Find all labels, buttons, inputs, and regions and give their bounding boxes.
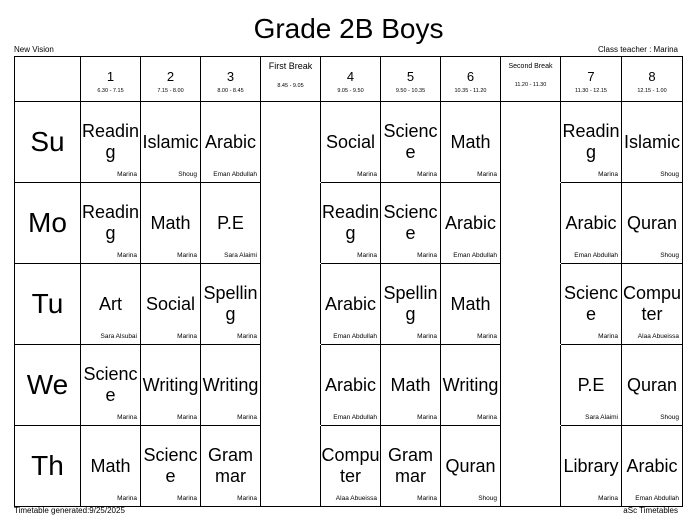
period-number: 4 [346, 68, 355, 84]
break-cell [261, 183, 321, 264]
lesson-teacher: Alaa Abueissa [637, 333, 679, 340]
day-label: Tu [15, 264, 81, 345]
lesson-subject: Math [450, 131, 491, 152]
lesson-subject: P.E [577, 374, 605, 395]
lesson-teacher: Marina [117, 252, 137, 259]
lesson-cell [441, 102, 501, 183]
period-time: 9.50 - 10.35 [395, 87, 426, 94]
period-header [201, 57, 261, 102]
lesson-teacher: Sara Alaimi [224, 252, 257, 259]
lesson-subject: Math [450, 293, 491, 314]
lesson-teacher: Sara Alaimi [585, 414, 618, 421]
lesson-teacher: Marina [417, 495, 437, 502]
lesson-teacher: Marina [417, 171, 437, 178]
lesson-subject: Islamic [142, 131, 199, 152]
school-name: New Vision [14, 45, 54, 54]
lesson-cell [381, 102, 441, 183]
lesson-cell [441, 183, 501, 264]
lesson-teacher: Eman Abdullah [333, 333, 377, 340]
lesson-teacher: Eman Abdullah [574, 252, 618, 259]
period-number: 8 [648, 68, 656, 84]
lesson-teacher: Marina [477, 414, 497, 421]
lesson-cell [441, 426, 501, 507]
lesson-cell [141, 345, 201, 426]
lesson-subject: Writing [442, 374, 499, 395]
lesson-cell [141, 264, 201, 345]
lesson-teacher: Eman Abdullah [635, 495, 679, 502]
lesson-cell [201, 102, 261, 183]
break-cell [261, 426, 321, 507]
lesson-cell [441, 345, 501, 426]
lesson-teacher: Shoug [478, 495, 497, 502]
break-time: 8.45 - 9.05 [277, 83, 304, 89]
lesson-teacher: Marina [417, 333, 437, 340]
lesson-cell [201, 264, 261, 345]
lesson-cell [622, 426, 683, 507]
lesson-cell [622, 183, 683, 264]
generated-date: Timetable generated:9/25/2025 [14, 506, 125, 515]
lesson-subject: Reading [81, 121, 140, 162]
period-time: 8.00 - 8.45 [217, 87, 244, 94]
period-header [141, 57, 201, 102]
lesson-teacher: Marina [237, 414, 257, 421]
lesson-teacher: Sara Alsubai [100, 333, 137, 340]
day-row [15, 264, 683, 345]
day-label: Th [15, 426, 81, 507]
lesson-cell [622, 345, 683, 426]
class-teacher: Class teacher : Marina [597, 45, 678, 54]
period-header [81, 57, 141, 102]
lesson-subject: Math [150, 212, 191, 233]
lesson-subject: Arabic [204, 131, 257, 152]
lesson-subject: P.E [217, 212, 244, 233]
lesson-cell [141, 183, 201, 264]
app-credit: aSc Timetables [623, 506, 678, 515]
lesson-subject: Science [563, 283, 619, 324]
lesson-teacher: Marina [598, 333, 618, 340]
lesson-cell [321, 345, 381, 426]
day-row [15, 345, 683, 426]
lesson-cell [561, 426, 622, 507]
break-label: Second Break [508, 62, 553, 70]
lesson-subject: Reading [81, 202, 140, 243]
lesson-cell [441, 264, 501, 345]
lesson-teacher: Eman Abdullah [213, 171, 257, 178]
lesson-cell [321, 426, 381, 507]
break-cell [261, 264, 321, 345]
lesson-subject: Art [98, 293, 122, 314]
lesson-cell [81, 102, 141, 183]
lesson-cell [381, 264, 441, 345]
lesson-subject: Math [90, 455, 131, 476]
lesson-cell [201, 183, 261, 264]
lesson-subject: Computer [321, 445, 380, 486]
day-label: Mo [15, 183, 81, 264]
day-row [15, 183, 683, 264]
lesson-teacher: Marina [237, 333, 257, 340]
lesson-cell [381, 345, 441, 426]
lesson-teacher: Marina [598, 171, 618, 178]
period-header [321, 57, 381, 102]
lesson-teacher: Marina [117, 171, 137, 178]
lesson-subject: Quran [445, 455, 496, 476]
break-cell [501, 264, 561, 345]
lesson-cell [561, 102, 622, 183]
lesson-cell [81, 345, 141, 426]
period-number: 7 [587, 68, 595, 84]
lesson-subject: Library [563, 455, 619, 476]
lesson-cell [381, 426, 441, 507]
lesson-subject: Writing [142, 374, 199, 395]
lesson-subject: Reading [562, 121, 620, 162]
break-header [261, 57, 321, 102]
lesson-cell [561, 183, 622, 264]
break-header [501, 57, 561, 102]
period-time: 7.15 - 8.00 [157, 87, 184, 94]
lesson-cell [201, 345, 261, 426]
lesson-subject: Islamic [623, 131, 680, 152]
period-number: 3 [226, 68, 235, 84]
lesson-cell [141, 102, 201, 183]
lesson-subject: Science [143, 445, 198, 486]
lesson-cell [321, 264, 381, 345]
lesson-cell [321, 183, 381, 264]
lesson-teacher: Marina [177, 414, 197, 421]
period-time: 12.15 - 1.00 [637, 87, 667, 94]
period-number: 2 [166, 68, 175, 84]
lesson-cell [381, 183, 441, 264]
lesson-subject: Grammar [208, 445, 253, 486]
break-cell [501, 183, 561, 264]
lesson-teacher: Alaa Abueissa [335, 495, 377, 502]
corner-cell [15, 57, 81, 102]
lesson-cell [561, 345, 622, 426]
break-cell [501, 345, 561, 426]
lesson-subject: Science [83, 364, 138, 405]
break-time: 11.20 - 11.30 [514, 81, 547, 88]
lesson-subject: Quran [626, 374, 678, 395]
break-label: First Break [268, 61, 313, 71]
lesson-teacher: Eman Abdullah [453, 252, 497, 259]
lesson-subject: Social [145, 293, 196, 314]
lesson-teacher: Shoug [178, 171, 197, 178]
lesson-teacher: Shoug [660, 414, 679, 421]
day-row [15, 426, 683, 507]
lesson-teacher: Marina [117, 495, 137, 502]
lesson-subject: Spelling [383, 283, 438, 324]
lesson-subject: Math [390, 374, 431, 395]
break-cell [261, 102, 321, 183]
period-time: 11.30 - 12.15 [574, 87, 607, 94]
period-header-row [15, 57, 683, 102]
day-label: We [15, 345, 81, 426]
lesson-teacher: Marina [357, 171, 377, 178]
lesson-subject: Arabic [626, 455, 678, 476]
lesson-cell [81, 426, 141, 507]
period-header [561, 57, 622, 102]
period-header [381, 57, 441, 102]
lesson-subject: Arabic [565, 212, 617, 233]
period-time: 9.05 - 9.50 [337, 87, 364, 94]
lesson-teacher: Shoug [660, 252, 679, 259]
period-number: 1 [106, 68, 115, 84]
lesson-subject: Reading [321, 202, 380, 243]
lesson-cell [81, 264, 141, 345]
lesson-subject: Science [383, 202, 438, 243]
lesson-subject: Arabic [444, 212, 497, 233]
period-header [622, 57, 683, 102]
lesson-cell [321, 102, 381, 183]
lesson-teacher: Marina [117, 414, 137, 421]
lesson-subject: Arabic [324, 293, 377, 314]
lesson-subject: Spelling [203, 283, 258, 324]
lesson-cell [622, 264, 683, 345]
lesson-teacher: Marina [477, 171, 497, 178]
break-cell [501, 102, 561, 183]
lesson-cell [622, 102, 683, 183]
lesson-teacher: Marina [417, 414, 437, 421]
period-number: 6 [466, 68, 475, 84]
lesson-subject: Writing [202, 374, 259, 395]
lesson-teacher: Eman Abdullah [333, 414, 377, 421]
lesson-teacher: Marina [477, 333, 497, 340]
lesson-teacher: Marina [177, 495, 197, 502]
break-cell [501, 426, 561, 507]
lesson-teacher: Marina [598, 495, 618, 502]
day-row [15, 102, 683, 183]
day-label: Su [15, 102, 81, 183]
lesson-cell [201, 426, 261, 507]
lesson-teacher: Marina [417, 252, 437, 259]
lesson-cell [141, 426, 201, 507]
lesson-teacher: Marina [177, 333, 197, 340]
lesson-subject: Arabic [324, 374, 377, 395]
period-number: 5 [406, 68, 415, 84]
break-cell [261, 345, 321, 426]
lesson-cell [561, 264, 622, 345]
lesson-teacher: Marina [357, 252, 377, 259]
page-title: Grade 2B Boys [253, 13, 444, 44]
lesson-subject: Computer [622, 283, 682, 324]
lesson-teacher: Marina [237, 495, 257, 502]
period-header [441, 57, 501, 102]
lesson-subject: Social [325, 131, 376, 152]
lesson-subject: Science [383, 121, 438, 162]
lesson-teacher: Shoug [660, 171, 679, 178]
timetable-grid [14, 56, 683, 507]
period-time: 10.35 - 11.20 [454, 87, 487, 94]
lesson-teacher: Marina [177, 252, 197, 259]
lesson-subject: Grammar [388, 445, 433, 486]
lesson-subject: Quran [626, 212, 678, 233]
lesson-cell [81, 183, 141, 264]
period-time: 6.30 - 7.15 [97, 87, 124, 94]
